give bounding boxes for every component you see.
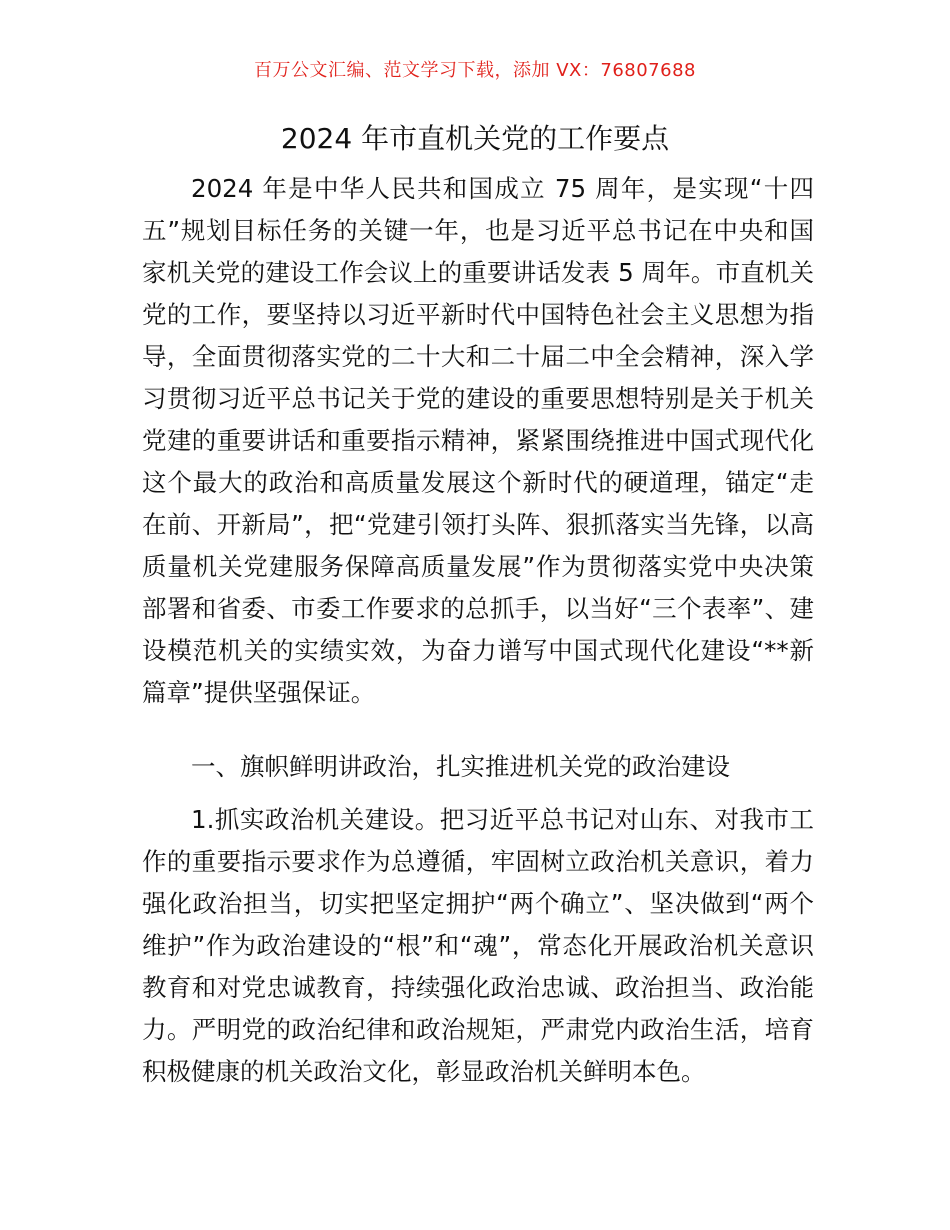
intro-paragraph: 2024 年是中华人民共和国成立 75 周年，是实现“十四五”规划目标任务的关键一年，也是习近平总书记在中央和国家机关党的建设工作会议上的重要讲话发表 5 周年。市直机关党的工作，要坚持以习近平新时代中国特色社会主义思想为指导，全面贯彻落实党的二十大和二十届二中全会精神，深入学习贯彻习近平总书记关于党的建设的重要思想特别是关于机关党建的重要讲话和重要指示精神，紧紧围绕推进中国式现代化这个最大的政治和高质量发展这个新时代的硬道理，锚定“走在前、开新局”，把“党建引领打头阵、狠抓落实当先锋，以高质量机关党建服务保障高质量发展”作为贯彻落实党中央决策部署和省委、市委工作要求的总抓手，以当好“三个表率”、建设模范机关的实绩实效，为奋力谱写中国式现代化建设“**新篇章”提供坚强保证。 [142,174,814,707]
document-title: 2024 年市直机关党的工作要点 [280,122,670,155]
section-1-heading: 一、旗帜鲜明讲政治，扎实推进机关党的政治建设 [191,752,730,781]
header-banner: 百万公文汇编、范文学习下载，添加 VX：76807688 [254,60,696,81]
section-1-item-1-paragraph: 1.抓实政治机关建设。把习近平总书记对山东、对我市工作的重要指示要求作为总遵循，牢固树立政治机关意识，着力强化政治担当，切实把坚定拥护“两个确立”、坚决做到“两个维护”作为政治建设的“根”和“魂”，常态化开展政治机关意识教育和对党忠诚教育，持续强化政治忠诚、政治担当、政治能力。严明党的政治纪律和政治规矩，严肃党内政治生活，培育积极健康的机关政治文化，彰显政治机关鲜明本色。 [142,805,814,1086]
